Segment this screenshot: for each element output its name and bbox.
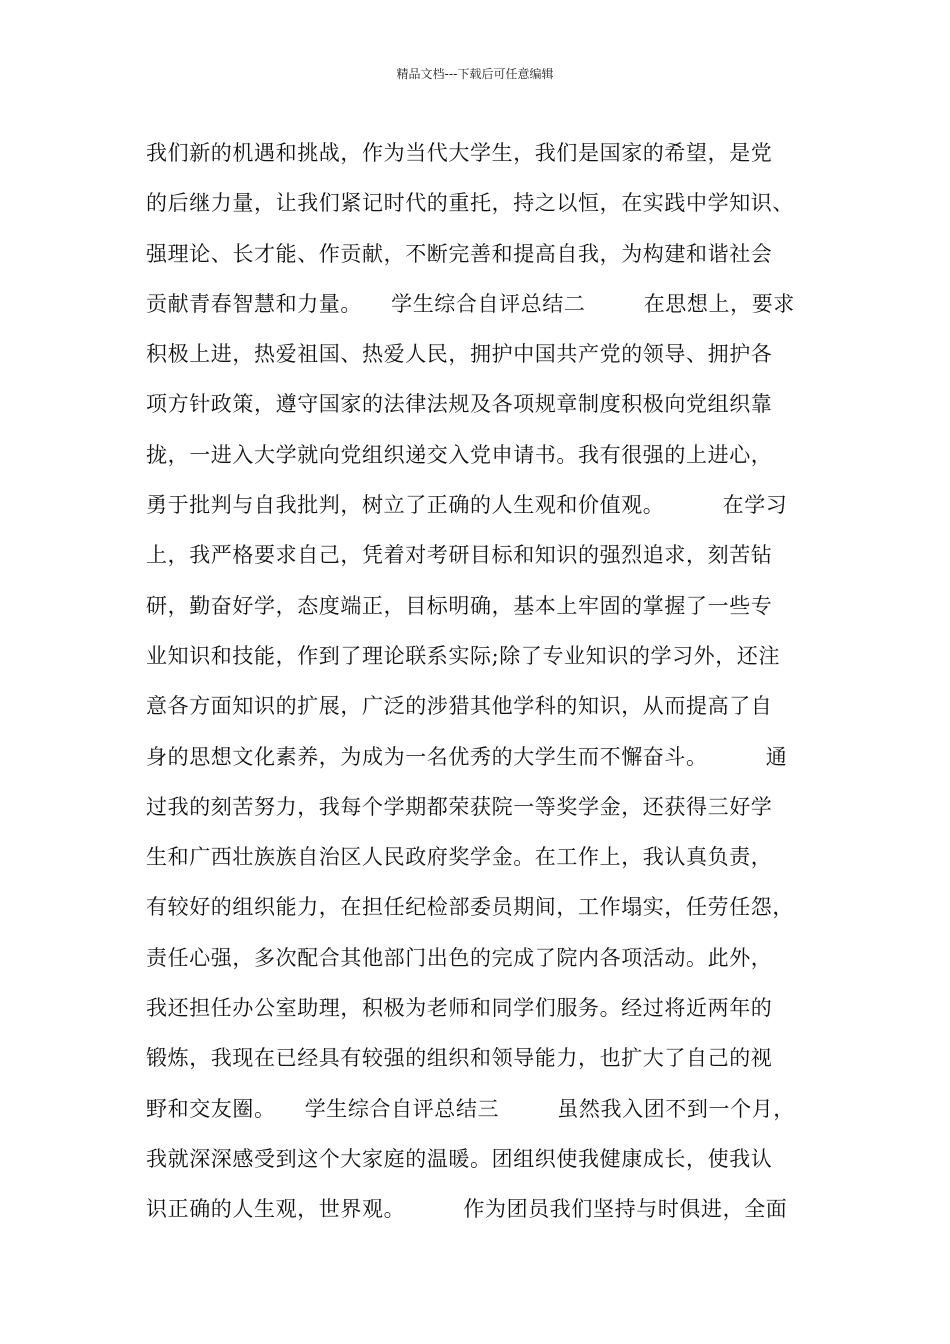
body-line: 业知识和技能，作到了理论联系实际;除了专业知识的学习外，还注 xyxy=(146,643,781,668)
body-line: 野和交友圈。 学生综合自评总结三 虽然我入团不到一个月， xyxy=(146,1096,795,1121)
body-line: 意各方面知识的扩展，广泛的涉猎其他学科的知识，从而提高了自 xyxy=(146,694,773,719)
body-line: 积极上进，热爱祖国、热爱人民，拥护中国共产党的领导、拥护各 xyxy=(146,342,773,367)
document-body xyxy=(146,134,826,1241)
body-line: 项方针政策，遵守国家的法律法规及各项规章制度积极向党组织靠 xyxy=(146,392,773,417)
body-line: 识正确的人生观，世界观。 作为团员我们坚持与时俱进，全面 xyxy=(146,1197,788,1222)
body-line: 过我的刻苦努力，我每个学期都荣获院一等奖学金，还获得三好学 xyxy=(146,794,773,819)
body-line: 有较好的组织能力，在担任纪检部委员期间，工作塌实，任劳任怨， xyxy=(146,895,794,920)
page-header: 精品文档---下载后可任意编辑 xyxy=(396,67,554,81)
body-line: 上，我严格要求自己，凭着对考研目标和知识的强烈追求，刻苦钻 xyxy=(146,543,773,568)
body-line: 的后继力量，让我们紧记时代的重托，持之以恒，在实践中学知识、 xyxy=(146,191,794,216)
body-line: 生和广西壮族族自治区人民政府奖学金。在工作上，我认真负责， xyxy=(146,845,773,870)
body-line: 责任心强，多次配合其他部门出色的完成了院内各项活动。此外， xyxy=(146,945,773,970)
body-line: 我们新的机遇和挑战，作为当代大学生，我们是国家的希望，是党 xyxy=(146,141,773,165)
body-line: 我还担任办公室助理，积极为老师和同学们服务。经过将近两年的 xyxy=(146,996,773,1021)
body-line: 勇于批判与自我批判，树立了正确的人生观和价值观。 在学习 xyxy=(146,493,788,518)
body-line: 身的思想文化素养，为成为一名优秀的大学生而不懈奋斗。 通 xyxy=(146,744,788,769)
body-line: 研，勤奋好学，态度端正，目标明确，基本上牢固的掌握了一些专 xyxy=(146,593,773,618)
body-line: 贡献青春智慧和力量。 学生综合自评总结二 在思想上，要求 xyxy=(146,291,795,316)
body-line: 拢，一进入大学就向党组织递交入党申请书。我有很强的上进心， xyxy=(146,442,773,467)
body-line: 锻炼，我现在已经具有较强的组织和领导能力，也扩大了自己的视 xyxy=(146,1046,773,1071)
body-line: 强理论、长才能、作贡献，不断完善和提高自我，为构建和谐社会 xyxy=(146,241,773,266)
body-line: 我就深深感受到这个大家庭的温暖。团组织使我健康成长，使我认 xyxy=(146,1146,773,1171)
